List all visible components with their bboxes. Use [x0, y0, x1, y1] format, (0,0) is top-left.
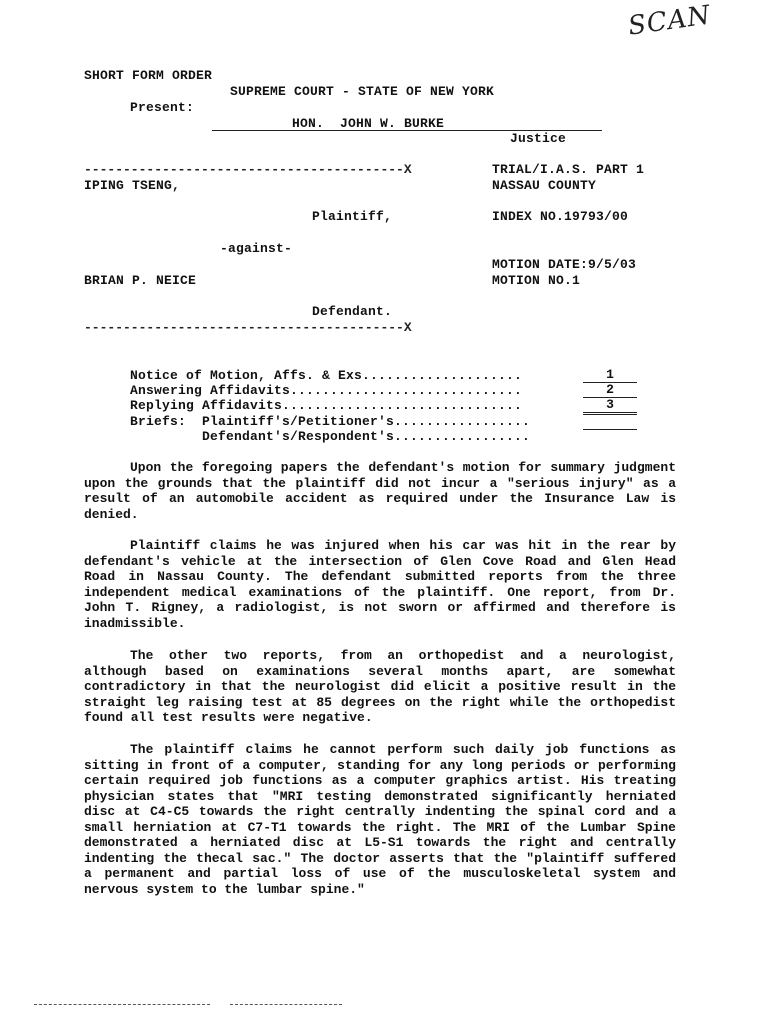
motion-number: MOTION NO.1: [492, 273, 581, 288]
papers-row-notice: Notice of Motion, Affs. & Exs....................: [130, 368, 523, 383]
caption-bottom-border: -----------------------------------------X: [84, 320, 412, 335]
paragraph-claim: [84, 538, 676, 631]
paragraph-claim-text: Plaintiff claims he was injured when his car was hit in the rear by defendant's vehicle at the intersection of Glen Cove Road and Glen Head Road in Nassau County. The defendant submitted reports from the three independent medical examinations of the plaintiff. One report, from Dr. John T. Rigney, a radiologist, is not sworn or affirmed and therefore is inadmissible.: [84, 538, 676, 631]
caption-top-border: -----------------------------------------X: [84, 162, 412, 177]
paragraph-physician-text: The plaintiff claims he cannot perform such daily job functions as sitting in front of a computer, standing for any long periods or performing certain required job functions as a computer graphics artist. His treating physician states that "MRI testing demonstrated significantly herniated disc at C4-C5 towards the right centrally indenting the spinal cord and a small herniation at C7-T1 towards the right. The MRI of the Lumbar Spine demonstrated a herniated disc at L5-S1 towards the right and centrally indenting the thecal sac." The doctor asserts that the "plaintiff suffered a permanent and partial loss of use of the musculoskeletal system and nervous system to the lumbar spine.": [84, 742, 676, 897]
plaintiff-name: IPING TSENG,: [84, 178, 181, 193]
papers-row-answering: Answering Affidavits.............................: [130, 383, 523, 398]
papers-num-defendant-brief: [583, 429, 637, 430]
index-number: INDEX NO.19793/00: [492, 209, 629, 224]
paragraph-physician: [84, 742, 676, 897]
footer-rule-left: [34, 1004, 210, 1005]
present-label: Present:: [130, 100, 195, 115]
judge-name: HON. JOHN W. BURKE: [292, 116, 445, 131]
paragraph-decision-text: Upon the foregoing papers the defendant's motion for summary judgment upon the grounds that the plaintiff did not incur a "serious injury" as a result of an automobile accident as required under the Insurance Law is denied.: [84, 460, 676, 522]
court-name: SUPREME COURT - STATE OF NEW YORK: [230, 84, 495, 99]
papers-row-defendant-brief: Defendant's/Respondent's.................: [130, 429, 531, 444]
papers-num-replying: 3: [583, 398, 637, 413]
against-label: -against-: [220, 241, 293, 256]
papers-row-plaintiff-brief: Briefs: Plaintiff's/Petitioner's.................: [130, 414, 531, 429]
paragraph-decision: [84, 460, 676, 522]
papers-row-replying: Replying Affidavits..............................: [130, 398, 523, 413]
scan-annotation: SCAN: [626, 0, 713, 42]
plaintiff-role: Plaintiff,: [312, 209, 393, 224]
defendant-name: BRIAN P. NEICE: [84, 273, 197, 288]
paragraph-reports: [84, 648, 676, 726]
papers-num-answering: 2: [583, 383, 637, 398]
motion-date: MOTION DATE:9/5/03: [492, 257, 637, 272]
footer-rule-right: [230, 1004, 342, 1005]
court-part: TRIAL/I.A.S. PART 1: [492, 162, 645, 177]
papers-num-plaintiff-brief: [583, 414, 637, 415]
form-type: SHORT FORM ORDER: [84, 68, 213, 83]
court-county: NASSAU COUNTY: [492, 178, 597, 193]
papers-num-notice: 1: [583, 368, 637, 383]
defendant-role: Defendant.: [312, 304, 393, 319]
judge-title: Justice: [510, 131, 567, 146]
paragraph-reports-text: The other two reports, from an orthopedist and a neurologist, although based on examinations several months apart, are somewhat contradictory in that the neurologist did elicit a positive result in the straight leg raising test at 85 degrees on the right while the orthopedist found all test results were negative.: [84, 648, 676, 725]
